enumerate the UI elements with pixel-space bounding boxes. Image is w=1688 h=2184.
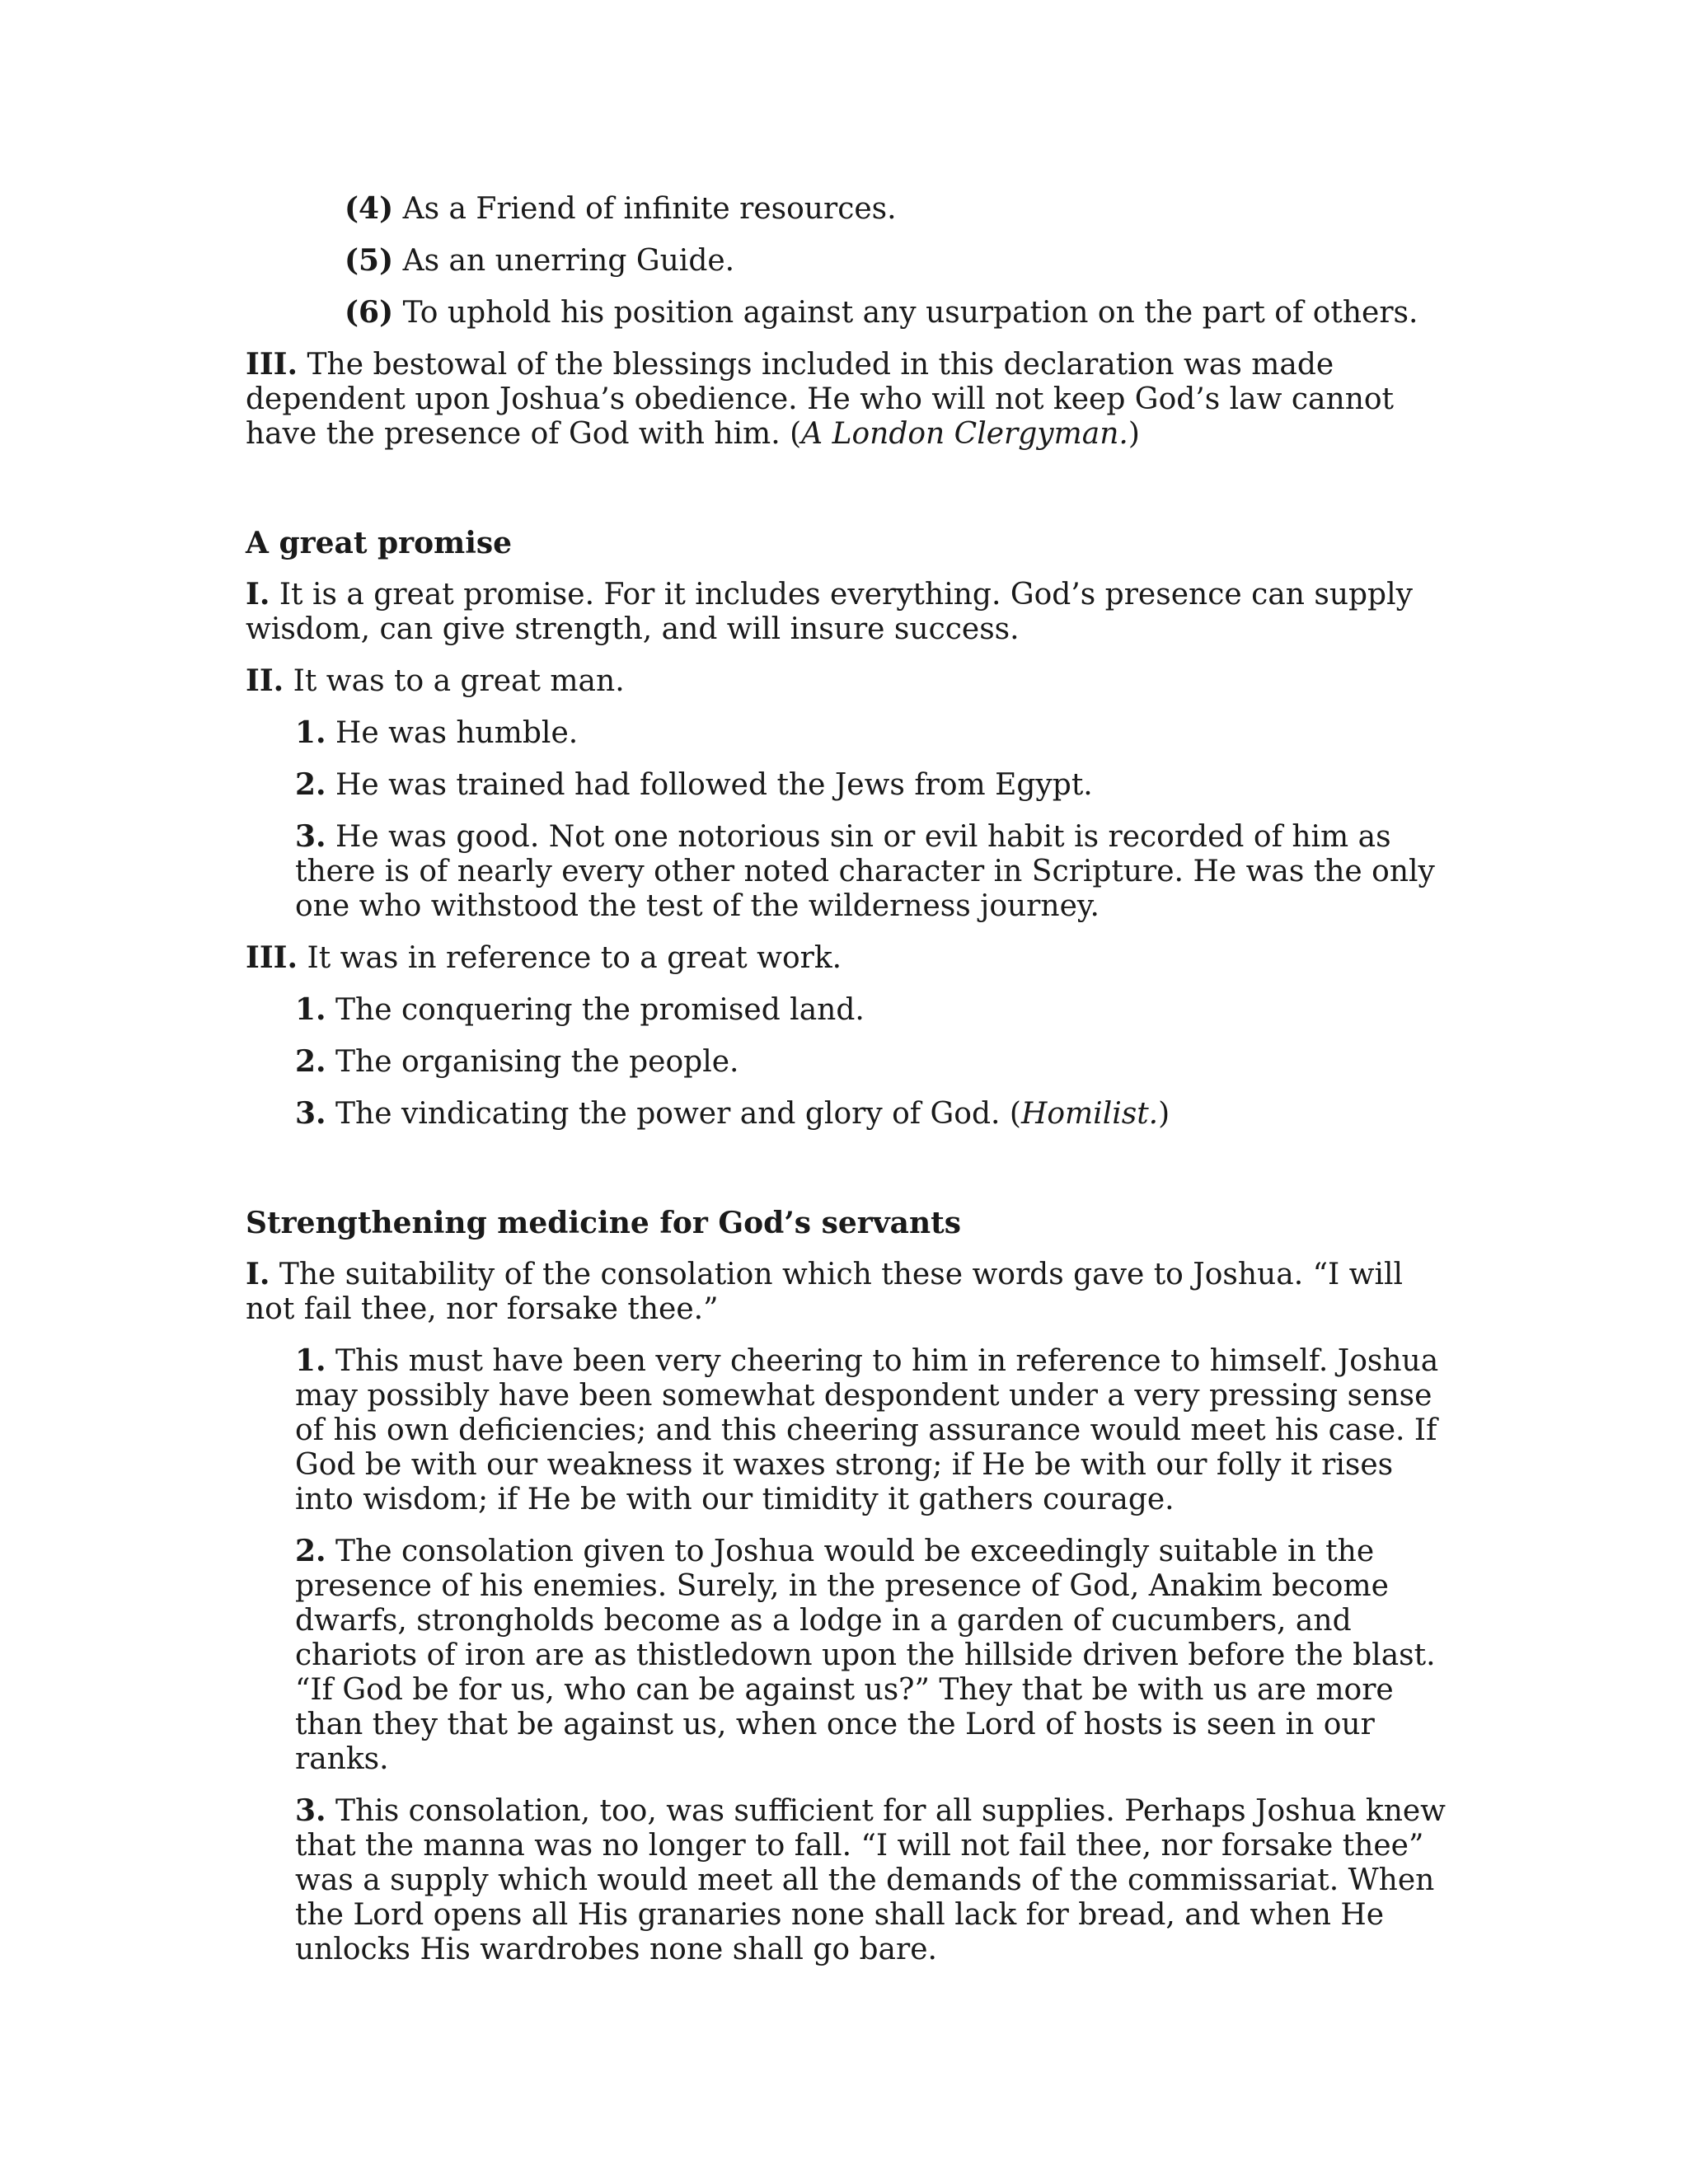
citation: Homilist.	[1020, 1097, 1159, 1131]
document-page	[246, 191, 1449, 1984]
item-number: 2.	[295, 767, 326, 802]
list-item	[295, 767, 1449, 803]
item-number: III.	[246, 347, 298, 382]
item-number: 3.	[295, 819, 326, 854]
item-number: (6)	[345, 295, 394, 330]
list-item	[345, 295, 1449, 330]
item-text: To uphold his position against any usurpation on the part of others.	[393, 296, 1418, 330]
item-text-tail: )	[1158, 1097, 1170, 1131]
list-item	[295, 992, 1449, 1028]
item-text: This must have been very cheering to him in reference to himself. Joshua may possibly have been somewhat despondent under a very pressing sense of his own deficiencies; and this cheering assurance would meet his case. If God be with our weakness it waxes strong; if He be with our folly it rises into wisdom; if He be with our timidity it gathers courage.	[295, 1344, 1439, 1516]
list-item	[246, 577, 1449, 647]
item-number: 1.	[295, 992, 326, 1027]
list-item	[246, 1257, 1449, 1327]
list-item	[295, 1343, 1449, 1517]
section-heading: A great promise	[246, 526, 513, 560]
item-text: The suitability of the consolation which these words gave to Joshua. “I will not fail thee, nor forsake thee.”	[246, 1258, 1404, 1326]
list-item	[295, 715, 1449, 751]
list-item	[246, 663, 1449, 699]
item-number: 3.	[295, 1793, 326, 1828]
list-item	[295, 819, 1449, 924]
item-number: I.	[246, 1257, 270, 1291]
list-item	[295, 1044, 1449, 1080]
list-item	[295, 1534, 1449, 1777]
item-text: It was in reference to a great work.	[298, 941, 842, 975]
item-text: He was humble.	[326, 716, 579, 750]
item-text: As an unerring Guide.	[393, 244, 735, 278]
list-item	[345, 191, 1449, 227]
item-number: I.	[246, 577, 270, 612]
list-item	[295, 1096, 1449, 1132]
item-number: 1.	[295, 1343, 326, 1378]
item-number: 2.	[295, 1044, 326, 1079]
item-text: The bestowal of the blessings included in this declaration was made dependent upon Joshua’s obedience. He who will not keep God’s law cannot have the presence of God with him. (	[246, 348, 1395, 451]
item-number: 2.	[295, 1534, 326, 1568]
item-text: The conquering the promised land.	[326, 993, 865, 1027]
item-text: The consolation given to Joshua would be exceedingly suitable in the presence of his enemies. Surely, in the presence of God, Anakim become dwarfs, strongholds become as a lodge in a garden of cucumbers, and chariots of iron are as thistledown upon the hillside driven before the blast. “If God be for us, who can be against us?” They that be with us are more than they that be against us, when once the Lord of hosts is seen in our ranks.	[295, 1535, 1436, 1776]
list-item	[295, 1793, 1449, 1967]
item-number: 1.	[295, 715, 326, 750]
list-item	[246, 347, 1449, 452]
item-text: This consolation, too, was sufficient for all supplies. Perhaps Joshua knew that the manna was no longer to fall. “I will not fail thee, nor forsake thee” was a supply which would meet all the demands of the commissariat. When the Lord opens all His granaries none shall lack for bread, and when He unlocks His wardrobes none shall go bare.	[295, 1794, 1446, 1966]
citation: A London Clergyman.	[801, 417, 1128, 451]
item-number: 3.	[295, 1096, 326, 1131]
item-number: (4)	[345, 191, 394, 226]
item-text: It is a great promise. For it includes everything. God’s presence can supply wisdom, can give strength, and will insure success.	[246, 578, 1413, 646]
list-item	[345, 243, 1449, 279]
item-text: The organising the people.	[326, 1045, 739, 1079]
item-text: It was to a great man.	[284, 664, 625, 698]
item-number: II.	[246, 663, 284, 698]
item-text: The vindicating the power and glory of God. (	[326, 1097, 1021, 1131]
item-text: As a Friend of infinite resources.	[393, 192, 897, 226]
item-text-tail: )	[1128, 417, 1140, 451]
list-item	[246, 940, 1449, 976]
section-heading: Strengthening medicine for God’s servants	[246, 1206, 962, 1240]
item-number: (5)	[345, 243, 394, 278]
item-text: He was good. Not one notorious sin or evil habit is recorded of him as there is of nearly every other noted character in Scripture. He was the only one who withstood the test of the wilderness journey.	[295, 820, 1435, 923]
item-text: He was trained had followed the Jews from Egypt.	[326, 768, 1093, 802]
item-number: III.	[246, 940, 298, 975]
